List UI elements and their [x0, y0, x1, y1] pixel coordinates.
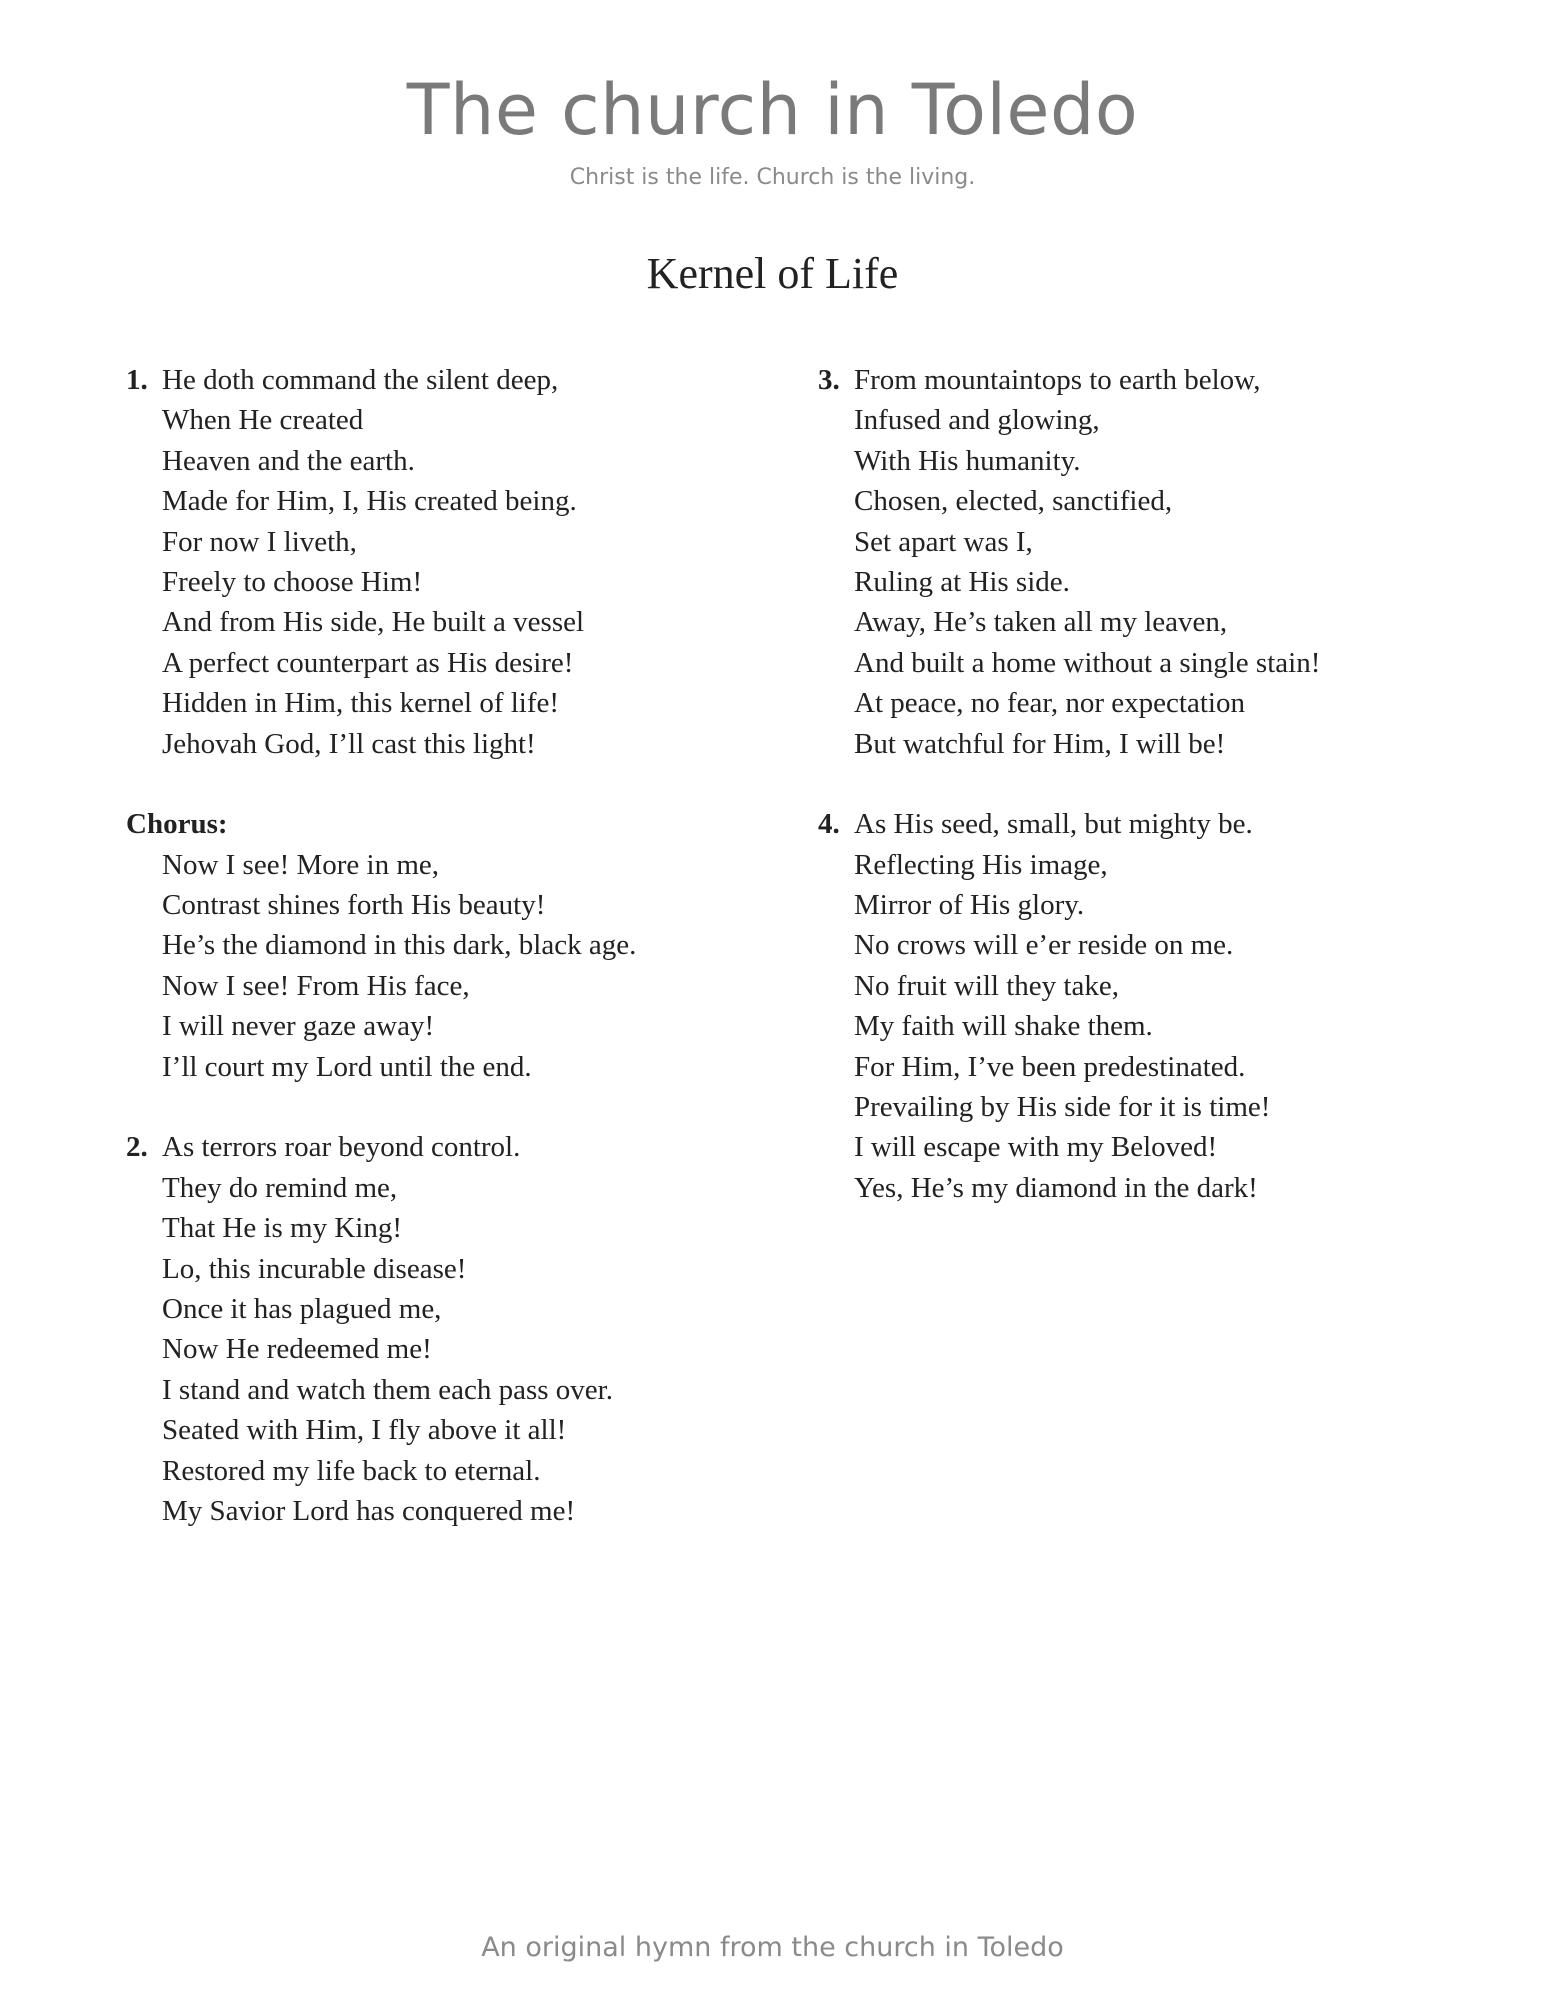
verse-line: For Him, I’ve been predestinated.	[854, 1050, 1246, 1083]
verse-line-text: As terrors roar beyond control.	[162, 1131, 521, 1164]
verse-line: Now He redeemed me!	[162, 1333, 432, 1366]
verse-line: Made for Him, I, His created being.	[162, 485, 577, 518]
verse-line: I stand and watch them each pass over.	[162, 1373, 613, 1406]
verse-line	[126, 360, 766, 400]
verse-line: Reflecting His image,	[854, 848, 1108, 881]
verse-line: At peace, no fear, nor expectation	[854, 687, 1245, 720]
verse-line: Restored my life back to eternal.	[162, 1454, 541, 1487]
verse-line	[818, 804, 1458, 844]
chorus-line: I’ll court my Lord until the end.	[162, 1050, 532, 1083]
verse-number: 4.	[818, 808, 840, 841]
verse-line	[818, 360, 1458, 400]
verse-line-text: From mountaintops to earth below,	[854, 364, 1261, 396]
hymn-title: Kernel of Life	[646, 249, 899, 298]
chorus-label: Chorus:	[126, 808, 228, 841]
chorus-line: He’s the diamond in this dark, black age.	[162, 929, 637, 962]
verse-line-text: As His seed, small, but mighty be.	[854, 808, 1253, 841]
verse-3	[818, 360, 1458, 764]
verse-line	[126, 1127, 766, 1167]
verse-line: Mirror of His glory.	[854, 889, 1085, 922]
verse-2	[126, 1127, 766, 1531]
right-column	[818, 360, 1458, 1249]
site-tagline: Christ is the life. Church is the living.	[569, 165, 976, 190]
verse-line: With His humanity.	[854, 444, 1081, 477]
chorus-line: Contrast shines forth His beauty!	[162, 889, 546, 922]
verse-line: No fruit will they take,	[854, 969, 1119, 1002]
verse-line: My faith will shake them.	[854, 1010, 1153, 1043]
verse-line: When He created	[162, 404, 364, 437]
verse-line: Once it has plagued me,	[162, 1292, 442, 1325]
footer-text: An original hymn from the church in Toledo	[481, 1932, 1064, 1963]
verse-1	[126, 360, 766, 764]
verse-number: 2.	[126, 1131, 148, 1164]
verse-line: Away, He’s taken all my leaven,	[854, 606, 1228, 639]
verse-line: And from His side, He built a vessel	[162, 606, 585, 639]
verse-line: My Savior Lord has conquered me!	[162, 1494, 576, 1527]
verse-line: Freely to choose Him!	[162, 565, 423, 598]
chorus-line: I will never gaze away!	[162, 1010, 435, 1043]
verse-line: Infused and glowing,	[854, 404, 1100, 437]
chorus-line: Now I see! From His face,	[162, 969, 470, 1002]
verse-4	[818, 804, 1458, 1208]
verse-line: They do remind me,	[162, 1171, 398, 1204]
chorus	[126, 804, 766, 1087]
verse-line: Ruling at His side.	[854, 565, 1070, 598]
verse-line: I will escape with my Beloved!	[854, 1131, 1218, 1164]
verse-line: Yes, He’s my diamond in the dark!	[854, 1171, 1258, 1204]
verse-line: Set apart was I,	[854, 525, 1033, 558]
left-column	[126, 360, 766, 1572]
verse-line: Heaven and the earth.	[162, 444, 415, 477]
verse-number: 1.	[126, 364, 148, 396]
verse-line: Lo, this incurable disease!	[162, 1252, 467, 1285]
verse-line: Hidden in Him, this kernel of life!	[162, 687, 560, 720]
verse-line: Seated with Him, I fly above it all!	[162, 1414, 567, 1447]
site-title: The church in Toledo	[406, 69, 1139, 151]
verse-line-text: He doth command the silent deep,	[162, 364, 559, 396]
verse-number: 3.	[818, 364, 840, 396]
verse-line: Prevailing by His side for it is time!	[854, 1091, 1271, 1124]
verse-line: That He is my King!	[162, 1212, 403, 1245]
verse-line: Chosen, elected, sanctified,	[854, 485, 1173, 518]
verse-line: Jehovah God, I’ll cast this light!	[162, 727, 536, 760]
verse-line: For now I liveth,	[162, 525, 357, 558]
verse-line: A perfect counterpart as His desire!	[162, 646, 574, 679]
verse-line: But watchful for Him, I will be!	[854, 727, 1226, 760]
verse-line: No crows will e’er reside on me.	[854, 929, 1234, 962]
chorus-line: Now I see! More in me,	[162, 848, 440, 881]
verse-line: And built a home without a single stain!	[854, 646, 1321, 679]
